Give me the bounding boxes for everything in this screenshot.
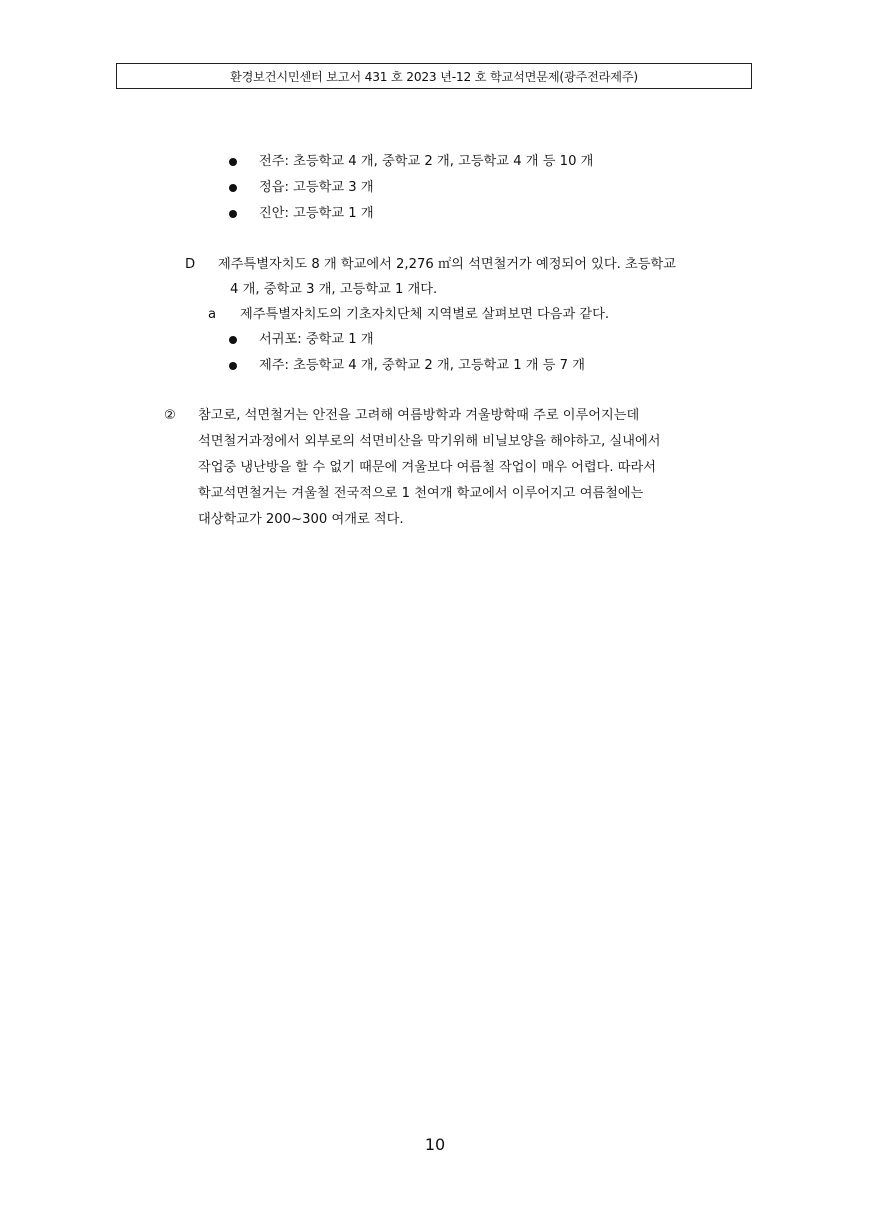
paragraph-line: 대상학교가 200~300 여개로 적다.: [198, 512, 404, 527]
report-header-title: 환경보건시민센터 보고서 431 호 2023 년-12 호 학교석면문제(광주전라제주): [230, 69, 638, 84]
list-item: 전주: 초등학교 4 개, 중학교 2 개, 고등학교 4 개 등 10 개: [259, 154, 594, 169]
report-header: [116, 63, 752, 89]
paragraph-line: 제주특별자치도 8 개 학교에서 2,276 ㎡의 석면철거가 예정되어 있다. 초등학교: [218, 257, 676, 272]
paragraph-line: 4 개, 중학교 3 개, 고등학교 1 개다.: [230, 282, 438, 297]
bullet-icon: [229, 158, 237, 166]
list-item: 서귀포: 중학교 1 개: [259, 332, 374, 347]
bullet-icon: [229, 184, 237, 192]
list-item: 정읍: 고등학교 3 개: [259, 180, 374, 195]
bullet-icon: [229, 362, 237, 370]
subsection-marker: a: [208, 307, 217, 322]
page-number: 10: [424, 1135, 446, 1154]
paragraph-line: 석면철거과정에서 외부로의 석면비산을 막기위해 비닐보양을 해야하고, 실내에서: [198, 434, 661, 449]
paragraph-line: 작업중 냉난방을 할 수 없기 때문에 겨울보다 여름철 작업이 매우 어렵다. 따라서: [198, 460, 656, 475]
list-item: 진안: 고등학교 1 개: [259, 206, 374, 221]
bullet-icon: [229, 210, 237, 218]
list-item: 제주: 초등학교 4 개, 중학교 2 개, 고등학교 1 개 등 7 개: [259, 358, 585, 373]
paragraph-line: 학교석면철거는 겨울철 전국적으로 1 천여개 학교에서 이루어지고 여름철에는: [198, 486, 644, 501]
note-marker: ②: [164, 408, 176, 423]
paragraph-line: 제주특별자치도의 기초자치단체 지역별로 살펴보면 다음과 같다.: [240, 307, 610, 322]
paragraph-line: 참고로, 석면철거는 안전을 고려해 여름방학과 겨울방학때 주로 이루어지는데: [198, 408, 640, 423]
section-marker: D: [185, 257, 196, 272]
bullet-icon: [229, 336, 237, 344]
